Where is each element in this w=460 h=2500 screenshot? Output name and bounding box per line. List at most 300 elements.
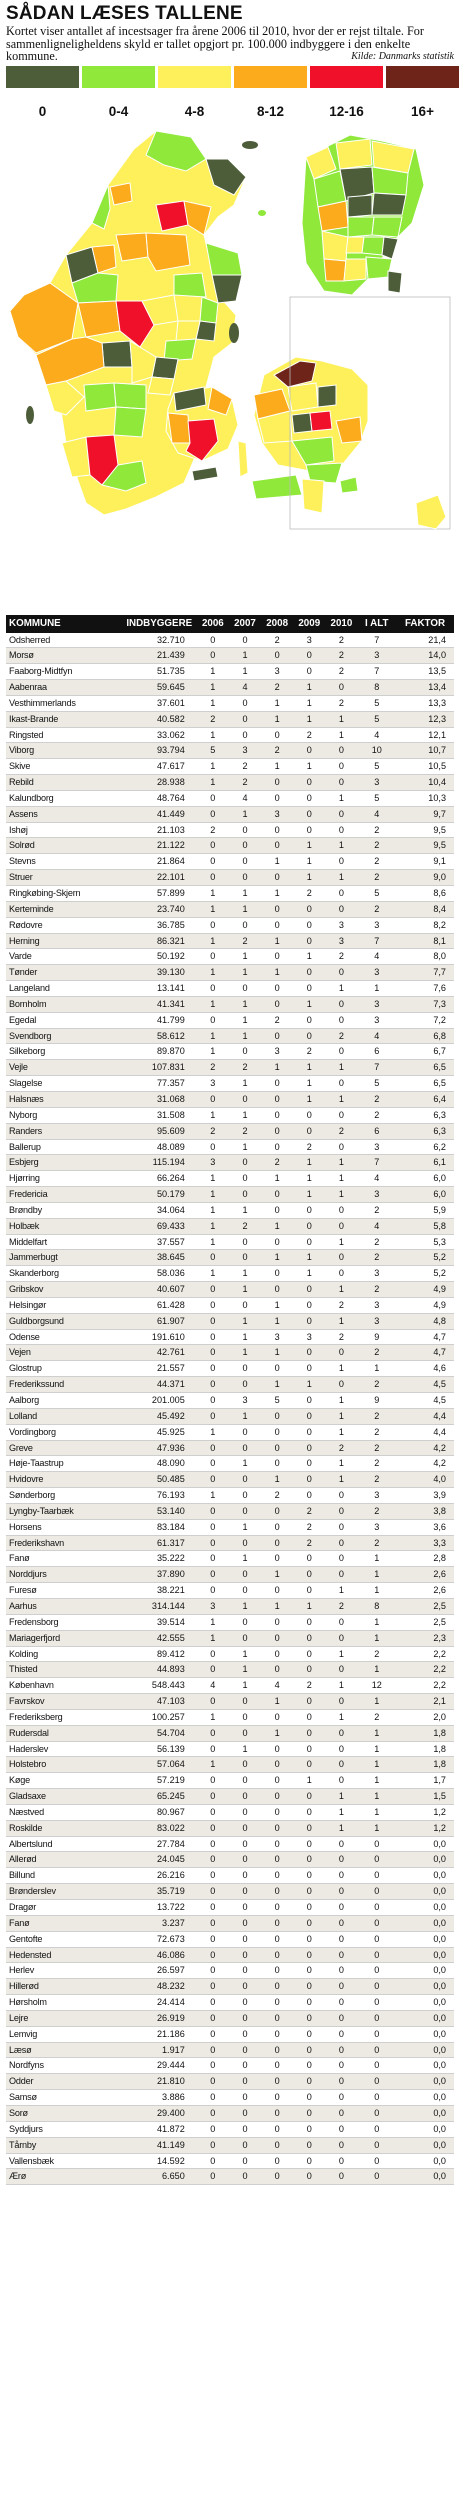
cell-indbyggere: 14.592: [122, 2153, 197, 2169]
cell-kommune: Frederikssund: [6, 1377, 122, 1393]
cell-2008: 0: [261, 1519, 293, 1535]
cell-2006: 0: [197, 1836, 229, 1852]
map-region-haderslev: [114, 407, 146, 437]
cell-faktor: 2,1: [396, 1694, 454, 1710]
cell-kommune: Jammerbugt: [6, 1250, 122, 1266]
cell-i-alt: 0: [357, 1836, 396, 1852]
cell-2009: 0: [293, 901, 325, 917]
cell-kommune: Gladsaxe: [6, 1789, 122, 1805]
cell-2008: 0: [261, 1836, 293, 1852]
cell-kommune: Samsø: [6, 2090, 122, 2106]
table-row: [6, 2153, 454, 2169]
cell-2008: 2: [261, 680, 293, 696]
cell-2007: 1: [229, 965, 261, 981]
cell-2009: 0: [293, 1408, 325, 1424]
cell-2009: 1: [293, 1377, 325, 1393]
cell-2008: 1: [261, 1598, 293, 1614]
cell-2007: 0: [229, 633, 261, 648]
cell-2006: 0: [197, 1091, 229, 1107]
cell-2009: 0: [293, 965, 325, 981]
table-row: [6, 1091, 454, 1107]
cell-faktor: 8,2: [396, 917, 454, 933]
cell-kommune: Odsherred: [6, 633, 122, 648]
cell-2007: 0: [229, 1377, 261, 1393]
cell-2006: 0: [197, 2169, 229, 2185]
cell-2007: 0: [229, 1583, 261, 1599]
cell-kommune: Fredericia: [6, 1187, 122, 1203]
cell-2008: 1: [261, 1567, 293, 1583]
col-header-2008: 2008: [261, 615, 293, 633]
cell-2007: 0: [229, 1472, 261, 1488]
legend-item-4: [310, 66, 383, 119]
table-row: [6, 775, 454, 791]
cell-faktor: 0,0: [396, 2169, 454, 2185]
cell-2010: 1: [325, 1678, 357, 1694]
cell-indbyggere: 83.184: [122, 1519, 197, 1535]
cell-2009: 2: [293, 1678, 325, 1694]
cell-indbyggere: 33.062: [122, 727, 197, 743]
cell-2010: 0: [325, 1266, 357, 1282]
cell-kommune: Esbjerg: [6, 1155, 122, 1171]
cell-2010: 1: [325, 838, 357, 854]
cell-faktor: 7,7: [396, 965, 454, 981]
cell-i-alt: 0: [357, 1915, 396, 1931]
cell-indbyggere: 26.919: [122, 2010, 197, 2026]
cell-2009: 0: [293, 1931, 325, 1947]
cell-2009: 0: [293, 1012, 325, 1028]
cell-2010: 0: [325, 1963, 357, 1979]
cell-2009: 0: [293, 1979, 325, 1995]
cell-2009: 0: [293, 1361, 325, 1377]
table-row: [6, 1266, 454, 1282]
cell-2006: 0: [197, 2090, 229, 2106]
cell-kommune: Guldborgsund: [6, 1313, 122, 1329]
cell-2009: 0: [293, 822, 325, 838]
cell-2006: 1: [197, 1044, 229, 1060]
cell-2007: 1: [229, 1678, 261, 1694]
cell-indbyggere: 45.925: [122, 1424, 197, 1440]
cell-2010: 1: [325, 790, 357, 806]
cell-2010: 0: [325, 2074, 357, 2090]
cell-2008: 0: [261, 1456, 293, 1472]
cell-2007: 0: [229, 711, 261, 727]
cell-2007: 1: [229, 1408, 261, 1424]
cell-2010: 0: [325, 1044, 357, 1060]
cell-2006: 0: [197, 1329, 229, 1345]
cell-kommune: Albertslund: [6, 1836, 122, 1852]
cell-2008: 0: [261, 2169, 293, 2185]
cell-2006: 0: [197, 648, 229, 664]
cell-kommune: Ballerup: [6, 1139, 122, 1155]
cell-indbyggere: 31.068: [122, 1091, 197, 1107]
table-row: [6, 664, 454, 680]
cell-i-alt: 0: [357, 1852, 396, 1868]
col-header-2007: 2007: [229, 615, 261, 633]
cell-2008: 1: [261, 854, 293, 870]
cell-2009: 1: [293, 1076, 325, 1092]
cell-2009: 1: [293, 1171, 325, 1187]
cell-2006: 1: [197, 996, 229, 1012]
cell-2008: 3: [261, 664, 293, 680]
table-row: [6, 1202, 454, 1218]
cell-indbyggere: 57.219: [122, 1773, 197, 1789]
cell-2008: 0: [261, 1757, 293, 1773]
cell-indbyggere: 50.485: [122, 1472, 197, 1488]
cell-indbyggere: 21.864: [122, 854, 197, 870]
cell-i-alt: 0: [357, 1900, 396, 1916]
cell-i-alt: 1: [357, 1630, 396, 1646]
table-row: [6, 2042, 454, 2058]
cell-kommune: Næstved: [6, 1804, 122, 1820]
cell-i-alt: 2: [357, 1535, 396, 1551]
cell-i-alt: 3: [357, 1139, 396, 1155]
cell-indbyggere: 93.794: [122, 743, 197, 759]
legend-label: 12-16: [329, 103, 364, 119]
table-row: [6, 1646, 454, 1662]
cell-2009: 0: [293, 1947, 325, 1963]
cell-2010: 0: [325, 1488, 357, 1504]
cell-2007: 0: [229, 2153, 261, 2169]
table-row: [6, 1789, 454, 1805]
cell-2008: 0: [261, 2121, 293, 2137]
table-row: [6, 680, 454, 696]
cell-2006: 0: [197, 1947, 229, 1963]
cell-indbyggere: 38.221: [122, 1583, 197, 1599]
cell-faktor: 6,5: [396, 1076, 454, 1092]
cell-indbyggere: 21.186: [122, 2026, 197, 2042]
cell-faktor: 3,6: [396, 1519, 454, 1535]
table-row: [6, 743, 454, 759]
cell-2007: 0: [229, 1931, 261, 1947]
cell-2008: 0: [261, 1789, 293, 1805]
cell-indbyggere: 48.090: [122, 1456, 197, 1472]
cell-indbyggere: 26.216: [122, 1868, 197, 1884]
cell-kommune: Aalborg: [6, 1393, 122, 1409]
statistics-table: [6, 615, 454, 2186]
cell-2010: 0: [325, 1852, 357, 1868]
cell-2010: 0: [325, 1503, 357, 1519]
cell-2009: 0: [293, 1583, 325, 1599]
cell-faktor: 0,0: [396, 1931, 454, 1947]
cell-2007: 3: [229, 1393, 261, 1409]
table-row: [6, 1345, 454, 1361]
cell-2007: 2: [229, 1218, 261, 1234]
table-row: [6, 1915, 454, 1931]
cell-2008: 1: [261, 711, 293, 727]
cell-2010: 0: [325, 1630, 357, 1646]
cell-kommune: Stevns: [6, 854, 122, 870]
cell-2006: 0: [197, 2137, 229, 2153]
cell-i-alt: 3: [357, 965, 396, 981]
col-header-i-alt: I ALT: [357, 615, 396, 633]
cell-i-alt: 2: [357, 901, 396, 917]
cell-2009: 0: [293, 1820, 325, 1836]
cell-i-alt: 2: [357, 1424, 396, 1440]
cell-2009: 0: [293, 1567, 325, 1583]
cell-2009: 0: [293, 664, 325, 680]
cell-2006: 0: [197, 2121, 229, 2137]
cell-indbyggere: 27.784: [122, 1836, 197, 1852]
cell-2009: 0: [293, 917, 325, 933]
table-row: [6, 1044, 454, 1060]
cell-i-alt: 8: [357, 1598, 396, 1614]
cell-kommune: Nordfyns: [6, 2058, 122, 2074]
cell-2009: 0: [293, 1551, 325, 1567]
cell-2006: 0: [197, 2010, 229, 2026]
cell-indbyggere: 53.140: [122, 1503, 197, 1519]
cell-faktor: 0,0: [396, 2137, 454, 2153]
cell-indbyggere: 24.414: [122, 1995, 197, 2011]
cell-2008: 0: [261, 1630, 293, 1646]
cell-2006: 0: [197, 1963, 229, 1979]
cell-faktor: 9,1: [396, 854, 454, 870]
cell-2010: 1: [325, 1472, 357, 1488]
cell-2007: 0: [229, 1171, 261, 1187]
cell-indbyggere: 46.086: [122, 1947, 197, 1963]
cell-faktor: 6,0: [396, 1187, 454, 1203]
cell-i-alt: 2: [357, 838, 396, 854]
cell-faktor: 1,5: [396, 1789, 454, 1805]
cell-2009: 0: [293, 2105, 325, 2121]
cell-2006: 1: [197, 1614, 229, 1630]
legend-item-5: [386, 66, 459, 119]
cell-2010: 2: [325, 633, 357, 648]
table-row: [6, 695, 454, 711]
cell-2010: 1: [325, 1789, 357, 1805]
cell-2008: 0: [261, 1361, 293, 1377]
cell-i-alt: 0: [357, 2105, 396, 2121]
cell-kommune: Gentofte: [6, 1931, 122, 1947]
cell-2010: 0: [325, 2153, 357, 2169]
cell-2006: 2: [197, 1123, 229, 1139]
cell-2006: 3: [197, 1076, 229, 1092]
cell-2009: 1: [293, 949, 325, 965]
cell-2006: 0: [197, 1694, 229, 1710]
cell-faktor: 13,3: [396, 695, 454, 711]
cell-indbyggere: 29.400: [122, 2105, 197, 2121]
map-region-fano: [26, 406, 34, 424]
table-row: [6, 806, 454, 822]
table-row: [6, 2169, 454, 2185]
cell-2006: 0: [197, 1789, 229, 1805]
cell-2010: 1: [325, 1171, 357, 1187]
cell-i-alt: 1: [357, 1741, 396, 1757]
cell-indbyggere: 58.036: [122, 1266, 197, 1282]
cell-2008: 1: [261, 1472, 293, 1488]
cell-indbyggere: 40.582: [122, 711, 197, 727]
cell-2007: 0: [229, 2042, 261, 2058]
cell-kommune: Vordingborg: [6, 1424, 122, 1440]
cell-kommune: Bornholm: [6, 996, 122, 1012]
cell-2010: 0: [325, 1250, 357, 1266]
cell-2006: 1: [197, 1630, 229, 1646]
cell-2008: 0: [261, 1408, 293, 1424]
table-row: [6, 870, 454, 886]
table-row: [6, 711, 454, 727]
map-region-lejre: [318, 385, 336, 407]
cell-2010: 1: [325, 1234, 357, 1250]
cell-2007: 0: [229, 2074, 261, 2090]
cell-2008: 0: [261, 2010, 293, 2026]
legend-swatch: [386, 66, 459, 88]
cell-kommune: Greve: [6, 1440, 122, 1456]
cell-2010: 0: [325, 2169, 357, 2185]
cell-2009: 0: [293, 1725, 325, 1741]
cell-faktor: 6,5: [396, 1060, 454, 1076]
cell-2010: 1: [325, 1282, 357, 1298]
cell-faktor: 0,0: [396, 1995, 454, 2011]
cell-kommune: Hedensted: [6, 1947, 122, 1963]
cell-2010: 0: [325, 1868, 357, 1884]
cell-2009: 0: [293, 1614, 325, 1630]
cell-faktor: 6,3: [396, 1107, 454, 1123]
table-row: [6, 1472, 454, 1488]
cell-faktor: 9,5: [396, 822, 454, 838]
cell-2006: 0: [197, 2153, 229, 2169]
cell-2010: 1: [325, 1091, 357, 1107]
cell-indbyggere: 48.764: [122, 790, 197, 806]
cell-faktor: 3,3: [396, 1535, 454, 1551]
cell-indbyggere: 32.710: [122, 633, 197, 648]
cell-kommune: Ishøj: [6, 822, 122, 838]
cell-i-alt: 2: [357, 1107, 396, 1123]
cell-faktor: 4,4: [396, 1408, 454, 1424]
cell-faktor: 8,1: [396, 933, 454, 949]
cell-faktor: 5,8: [396, 1218, 454, 1234]
map-region-laeso: [242, 141, 258, 149]
legend-label: 0-4: [108, 103, 129, 119]
table-row: [6, 1456, 454, 1472]
cell-faktor: 4,5: [396, 1393, 454, 1409]
cell-2008: 0: [261, 1868, 293, 1884]
cell-indbyggere: 47.103: [122, 1694, 197, 1710]
cell-indbyggere: 65.245: [122, 1789, 197, 1805]
cell-2008: 0: [261, 1107, 293, 1123]
cell-2008: 0: [261, 2137, 293, 2153]
cell-kommune: Fredensborg: [6, 1614, 122, 1630]
cell-faktor: 3,8: [396, 1503, 454, 1519]
cell-faktor: 8,0: [396, 949, 454, 965]
cell-2007: 0: [229, 2169, 261, 2185]
cell-2006: 1: [197, 680, 229, 696]
cell-kommune: Viborg: [6, 743, 122, 759]
cell-2006: 0: [197, 2074, 229, 2090]
cell-indbyggere: 201.005: [122, 1393, 197, 1409]
cell-faktor: 5,9: [396, 1202, 454, 1218]
cell-indbyggere: 58.612: [122, 1028, 197, 1044]
cell-i-alt: 3: [357, 1297, 396, 1313]
cell-indbyggere: 47.936: [122, 1440, 197, 1456]
cell-2008: 1: [261, 1345, 293, 1361]
cell-2008: 0: [261, 1187, 293, 1203]
cell-2007: 1: [229, 1107, 261, 1123]
map-region-bornholm: [416, 495, 446, 529]
map-region-horsholm: [372, 193, 406, 215]
cell-2007: 0: [229, 1567, 261, 1583]
cell-faktor: 10,4: [396, 775, 454, 791]
cell-kommune: Dragør: [6, 1900, 122, 1916]
cell-2009: 0: [293, 1963, 325, 1979]
cell-i-alt: 9: [357, 1393, 396, 1409]
cell-2008: 0: [261, 1884, 293, 1900]
cell-faktor: 2,3: [396, 1630, 454, 1646]
cell-2007: 1: [229, 886, 261, 902]
cell-i-alt: 6: [357, 1044, 396, 1060]
cell-indbyggere: 39.130: [122, 965, 197, 981]
cell-2008: 1: [261, 1377, 293, 1393]
cell-2006: 0: [197, 949, 229, 965]
cell-indbyggere: 45.492: [122, 1408, 197, 1424]
cell-kommune: Helsingør: [6, 1297, 122, 1313]
cell-i-alt: 2: [357, 854, 396, 870]
col-header-kommune: KOMMUNE: [6, 615, 122, 633]
cell-kommune: Odder: [6, 2074, 122, 2090]
cell-2007: 0: [229, 1773, 261, 1789]
cell-2007: 0: [229, 1852, 261, 1868]
cell-indbyggere: 95.609: [122, 1123, 197, 1139]
map-region-guldborgsund: [302, 479, 324, 513]
table-row: [6, 933, 454, 949]
col-header-2006: 2006: [197, 615, 229, 633]
cell-2008: 0: [261, 1091, 293, 1107]
legend-item-3: [234, 66, 307, 119]
cell-2008: 0: [261, 1646, 293, 1662]
cell-2010: 2: [325, 664, 357, 680]
cell-2008: 1: [261, 1171, 293, 1187]
cell-indbyggere: 115.194: [122, 1155, 197, 1171]
cell-indbyggere: 39.514: [122, 1614, 197, 1630]
cell-2010: 0: [325, 1345, 357, 1361]
cell-2008: 1: [261, 965, 293, 981]
cell-2008: 0: [261, 2074, 293, 2090]
cell-2006: 0: [197, 1282, 229, 1298]
cell-i-alt: 1: [357, 1820, 396, 1836]
cell-2008: 0: [261, 822, 293, 838]
cell-indbyggere: 31.508: [122, 1107, 197, 1123]
cell-i-alt: 2: [357, 1202, 396, 1218]
map-region-hedensted: [152, 357, 178, 379]
cell-i-alt: 4: [357, 1218, 396, 1234]
cell-indbyggere: 77.357: [122, 1076, 197, 1092]
cell-kommune: Lolland: [6, 1408, 122, 1424]
cell-kommune: Køge: [6, 1773, 122, 1789]
legend-item-0: [6, 66, 79, 119]
source-note: Kilde: Danmarks statistik: [351, 50, 454, 62]
cell-faktor: 0,0: [396, 1884, 454, 1900]
cell-2007: 0: [229, 870, 261, 886]
cell-i-alt: 0: [357, 1947, 396, 1963]
cell-kommune: Haderslev: [6, 1741, 122, 1757]
cell-2008: 0: [261, 870, 293, 886]
cell-2007: 0: [229, 838, 261, 854]
cell-faktor: 4,9: [396, 1297, 454, 1313]
cell-2006: 1: [197, 1202, 229, 1218]
legend-swatch: [82, 66, 155, 88]
cell-2006: 0: [197, 1583, 229, 1599]
cell-kommune: Horsens: [6, 1519, 122, 1535]
cell-2006: 2: [197, 1060, 229, 1076]
col-header-2009: 2009: [293, 615, 325, 633]
cell-indbyggere: 37.890: [122, 1567, 197, 1583]
cell-indbyggere: 36.785: [122, 917, 197, 933]
cell-2010: 0: [325, 1567, 357, 1583]
cell-i-alt: 0: [357, 1868, 396, 1884]
cell-2010: 1: [325, 1804, 357, 1820]
cell-i-alt: 2: [357, 1377, 396, 1393]
cell-2007: 0: [229, 1884, 261, 1900]
cell-2007: 0: [229, 1757, 261, 1773]
map-region-mon: [340, 477, 358, 493]
